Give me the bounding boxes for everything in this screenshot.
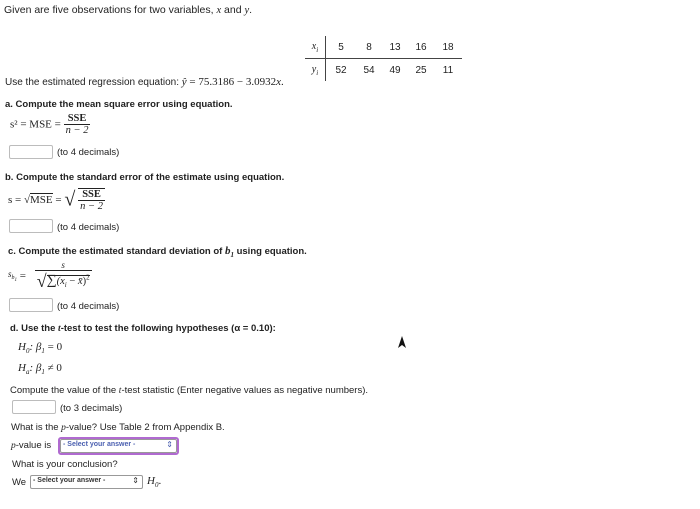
intro-end: . [249, 4, 253, 16]
y-value: 25 [415, 64, 427, 76]
sb1-symbol: $s_{b_1}$ [8, 268, 18, 284]
b1-symbol: $b_1$ [224, 245, 234, 260]
sb1-hint: (to 4 decimals) [57, 301, 120, 312]
var-y: y [244, 5, 250, 16]
regression-formula: ŷ = 75.3186 − 3.0932x. [181, 76, 284, 88]
conclusion-select-placeholder: - Select your answer - [33, 477, 106, 484]
t-statistic-hint: (to 3 decimals) [60, 403, 123, 414]
standard-error-input[interactable] [9, 219, 53, 233]
observation-table [305, 36, 462, 81]
sxx-denominator: $√\sum(x_i$ − x̄)$^2$ [36, 271, 90, 291]
conclusion-select[interactable] [30, 475, 143, 489]
n-minus-2-denominator: n − 2 [80, 201, 103, 212]
p-value-select-placeholder: - Select your answer - [63, 441, 136, 448]
regression-equation [5, 76, 284, 88]
x-value: 8 [356, 36, 382, 59]
conclusion-prompt: What is your conclusion? [12, 459, 118, 470]
sb1-input[interactable] [9, 298, 53, 312]
p-value-prompt: What is the p-value? Use Table 2 from Appendix B. [11, 422, 225, 433]
mse-hint: (to 4 decimals) [57, 147, 120, 158]
part-c-label: c. Compute the estimated standard deviation of $b_1$ using equation. [8, 245, 307, 260]
intro-and: and [224, 4, 242, 16]
y-value: 54 [363, 64, 375, 76]
standard-error-formula: s = √MSE = √ $\frac{\text{SSE}}{n - 2}$ [8, 188, 103, 212]
x-header: $x_i$ [305, 36, 326, 59]
sse-numerator: SSE [64, 113, 91, 125]
null-hypothesis: $H_0$: $\beta_1 = 0$ [18, 341, 63, 356]
regression-prefix: Use the estimated regression equation: [5, 77, 179, 88]
p-value-label: p-value is [11, 440, 52, 451]
mse-input[interactable] [9, 145, 53, 159]
part-a-label: a. Compute the mean square error using equation. [5, 99, 233, 110]
conclusion-h0: $H_0$. [147, 475, 162, 490]
y-header: $y_i$ [305, 59, 326, 82]
sse-numerator: SSE [78, 189, 105, 201]
x-value: 16 [408, 36, 434, 59]
mouse-cursor-icon [396, 335, 408, 349]
n-minus-2-denominator: n − 2 [65, 125, 89, 136]
conclusion-we: We [12, 477, 27, 488]
intro-label: Given are five observations for two variables, [4, 4, 214, 16]
y-value: 49 [389, 64, 401, 76]
y-row [305, 59, 462, 82]
t-statistic-input[interactable] [12, 400, 56, 414]
var-x: x [216, 5, 222, 16]
alternative-hypothesis: $H_a$: $\beta_1 \ne 0$ [18, 362, 62, 377]
part-d-label: d. Use the t-test to test the following hypotheses (α = 0.10): [10, 323, 276, 334]
x-value: 18 [434, 36, 462, 59]
p-value-select[interactable] [60, 439, 177, 453]
mse-formula: s² = MSE = $\frac{\text{SSE}}{n - 2}$ [10, 113, 89, 136]
x-row [305, 36, 462, 59]
y-value: 52 [335, 64, 347, 76]
select-arrows-icon: ⇕ [166, 440, 173, 449]
sb1-formula: $s_{b_1}$ = $\frac{s}{√\sum(x_i - x̄)^2}$ [8, 260, 90, 291]
part-b-label: b. Compute the standard error of the estimate using equation. [5, 172, 285, 183]
standard-error-hint: (to 4 decimals) [57, 222, 120, 233]
intro-text [4, 4, 252, 16]
s-numerator: s [35, 260, 92, 271]
t-statistic-prompt: Compute the value of the t-test statistic (Enter negative values as negative numbers). [10, 385, 369, 396]
y-value: 11 [442, 64, 454, 76]
select-arrows-icon: ⇕ [132, 476, 139, 485]
x-value: 13 [382, 36, 408, 59]
x-value: 5 [326, 36, 357, 59]
